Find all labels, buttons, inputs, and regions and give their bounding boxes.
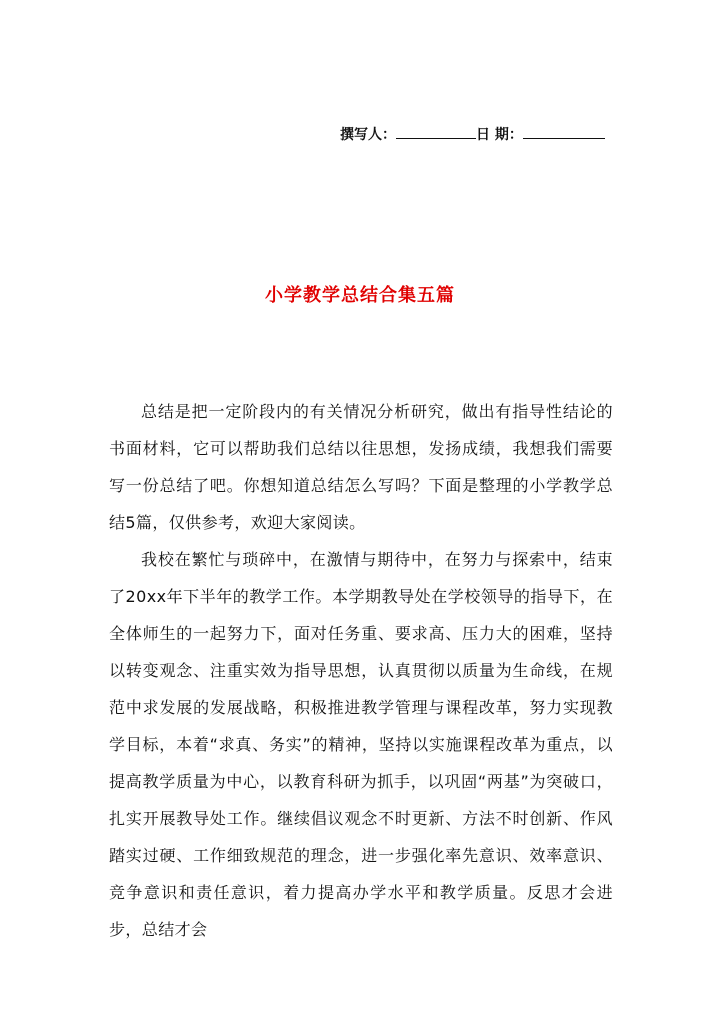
body-paragraph: 我校在繁忙与琐碎中，在激情与期待中，在努力与探索中，结束了20xx年下半年的教学工作。本学期教导处在学校领导的指导下，在全体师生的一起努力下，面对任务重、要求高、压力大的困难，坚持以转变观念、注重实效为指导思想，认真贯彻以质量为生命线，在规范中求发展的发展战略，积极推进教学管理与课程改革，努力实现教学目标，本着“求真、务实”的精神，坚持以实施课程改革为重点，以提高教学质量为中心，以教育科研为抓手，以巩固“两基”为突破口，扎实开展教导处工作。继续倡议观念不时更新、方法不时创新、作风踏实过硬、工作细致规范的理念，进一步强化率先意识、效率意识、竞争意识和责任意识，着力提高办学水平和教学质量。反思才会进步，总结才会 [109, 550, 613, 939]
author-date-line [340, 124, 640, 146]
author-blank [396, 124, 476, 139]
document-title: 小学教学总结合集五篇 [265, 285, 455, 306]
document-body [109, 393, 613, 948]
author-label: 撰写人： [340, 127, 396, 143]
date-blank [523, 124, 605, 139]
date-label: 日 期： [476, 127, 523, 143]
intro-paragraph: 总结是把一定阶段内的有关情况分析研究，做出有指导性结论的书面材料，它可以帮助我们总结以往思想，发扬成绩，我想我们需要写一份总结了吧。你想知道总结怎么写吗？下面是整理的小学教学总结5篇，仅供参考，欢迎大家阅读。 [109, 402, 613, 532]
